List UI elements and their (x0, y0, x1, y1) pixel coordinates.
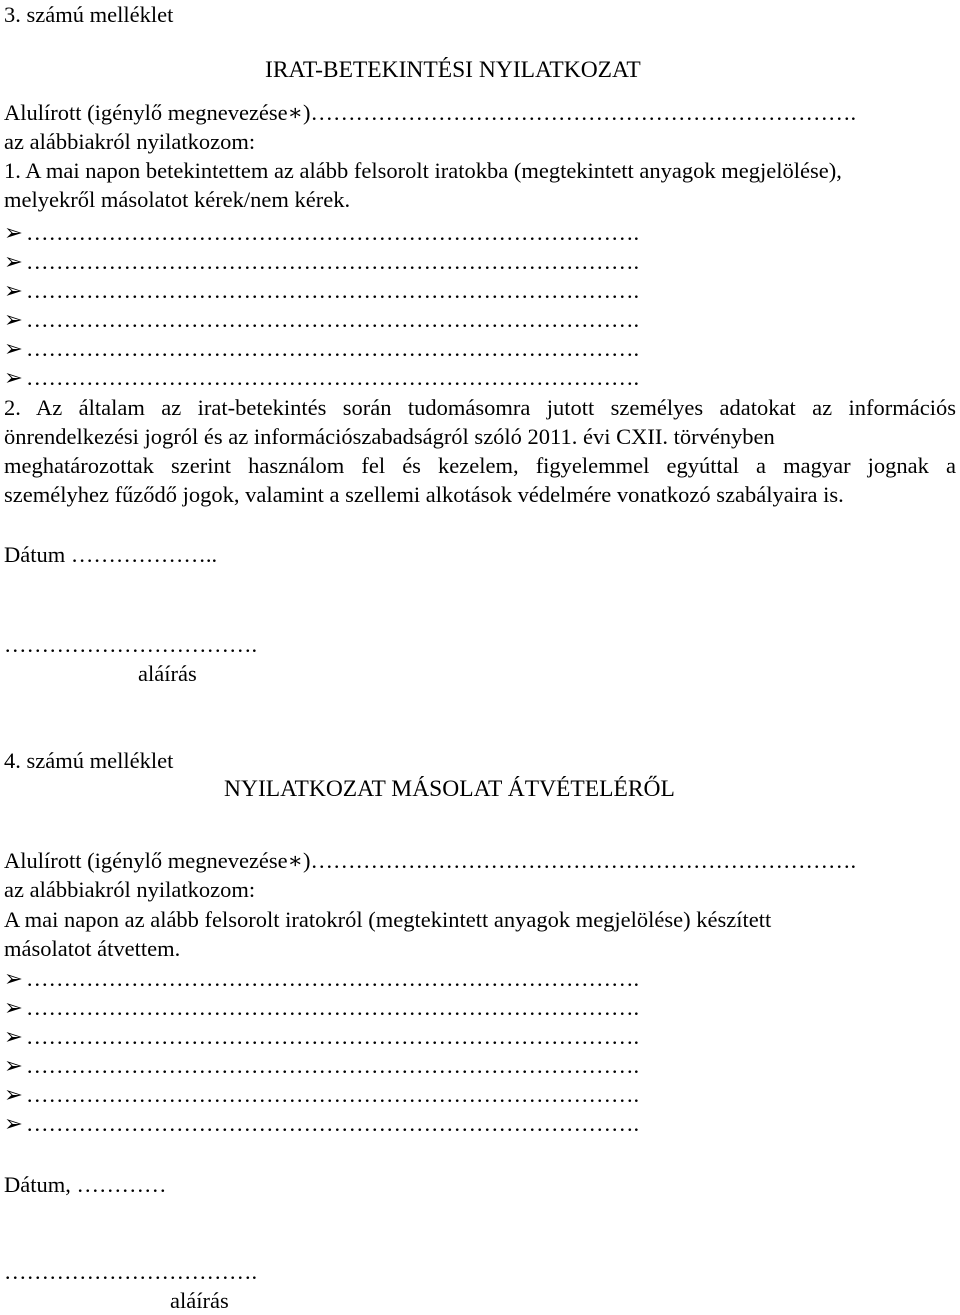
bullet-line (4, 363, 639, 392)
arrow-bullet-icon: ➢ (4, 249, 23, 274)
fill-in-dots: ………………………………………………………………………. (26, 1111, 640, 1136)
signature-label: aláírás (138, 661, 197, 686)
arrow-bullet-icon: ➢ (4, 995, 23, 1020)
bullet-line (4, 1109, 639, 1138)
bullet-line (4, 1080, 639, 1109)
requester-line: Alulírott (igénylő megnevezése∗)………………………………………………………………. (4, 100, 857, 125)
signature-line: ……………………………. (4, 1259, 258, 1284)
bullet-line (4, 305, 639, 334)
fill-in-dots: ………………………………………………………………………. (26, 365, 640, 390)
signature-line: ……………………………. (4, 632, 258, 657)
annex-number: 3. számú melléklet (4, 2, 174, 27)
arrow-bullet-icon: ➢ (4, 307, 23, 332)
bullet-line (4, 964, 639, 993)
signature-label: aláírás (170, 1288, 229, 1313)
item-1-line-1: 1. A mai napon betekintettem az alább felsorolt iratokba (megtekintett anyagok megjelölése), (4, 158, 842, 183)
item-2-line: meghatározottak szerint használom fel és kezelem, figyelemmel egyúttal a magyar jognak a (4, 453, 956, 478)
arrow-bullet-icon: ➢ (4, 365, 23, 390)
arrow-bullet-icon: ➢ (4, 1111, 23, 1136)
annex-number: 4. számú melléklet (4, 748, 174, 773)
declaration-intro: az alábbiakról nyilatkozom: (4, 877, 256, 902)
bullet-line (4, 1051, 639, 1080)
fill-in-dots: ………………………………………………………………………. (26, 278, 640, 303)
item-2-line: 2. Az általam az irat-betekintés során tudomásomra jutott személyes adatokat az információs (4, 395, 956, 420)
fill-in-dots: ………………………………………………………………………. (26, 995, 640, 1020)
requester-line: Alulírott (igénylő megnevezése∗)………………………………………………………………. (4, 848, 857, 873)
item-1-line-2: melyekről másolatot kérek/nem kérek. (4, 187, 351, 212)
arrow-bullet-icon: ➢ (4, 1024, 23, 1049)
statement-line-1: A mai napon az alább felsorolt iratokról (megtekintett anyagok megjelölése) készített (4, 907, 772, 932)
arrow-bullet-icon: ➢ (4, 1082, 23, 1107)
bullet-line (4, 1022, 639, 1051)
fill-in-dots: ………………………………………………………………………. (26, 249, 640, 274)
arrow-bullet-icon: ➢ (4, 278, 23, 303)
fill-in-dots: ………………………………………………………………………. (26, 220, 640, 245)
bullet-line (4, 993, 639, 1022)
arrow-bullet-icon: ➢ (4, 336, 23, 361)
item-2-line: önrendelkezési jogról és az információszabadságról szóló 2011. évi CXII. törvényben (4, 424, 775, 449)
document-title: IRAT-BETEKINTÉSI NYILATKOZAT (265, 57, 641, 83)
arrow-bullet-icon: ➢ (4, 1053, 23, 1078)
date-field: Dátum ……………….. (4, 542, 218, 567)
fill-in-dots: ………………………………………………………………………. (26, 1082, 640, 1107)
fill-in-dots: ………………………………………………………………………. (26, 336, 640, 361)
document-title: NYILATKOZAT MÁSOLAT ÁTVÉTELÉRŐL (224, 776, 675, 802)
bullet-line (4, 247, 639, 276)
fill-in-dots: ………………………………………………………………………. (26, 966, 640, 991)
date-field: Dátum, ………… (4, 1172, 167, 1197)
bullet-line (4, 334, 639, 363)
fill-in-dots: ………………………………………………………………………. (26, 1053, 640, 1078)
item-2-line: személyhez fűződő jogok, valamint a szellemi alkotások védelmére vonatkozó szabályaira is. (4, 482, 844, 507)
fill-in-dots: ………………………………………………………………………. (26, 1024, 640, 1049)
fill-in-dots: ………………………………………………………………………. (26, 307, 640, 332)
declaration-intro: az alábbiakról nyilatkozom: (4, 129, 256, 154)
arrow-bullet-icon: ➢ (4, 220, 23, 245)
bullet-line (4, 276, 639, 305)
statement-line-2: másolatot átvettem. (4, 936, 181, 961)
arrow-bullet-icon: ➢ (4, 966, 23, 991)
bullet-line (4, 218, 639, 247)
